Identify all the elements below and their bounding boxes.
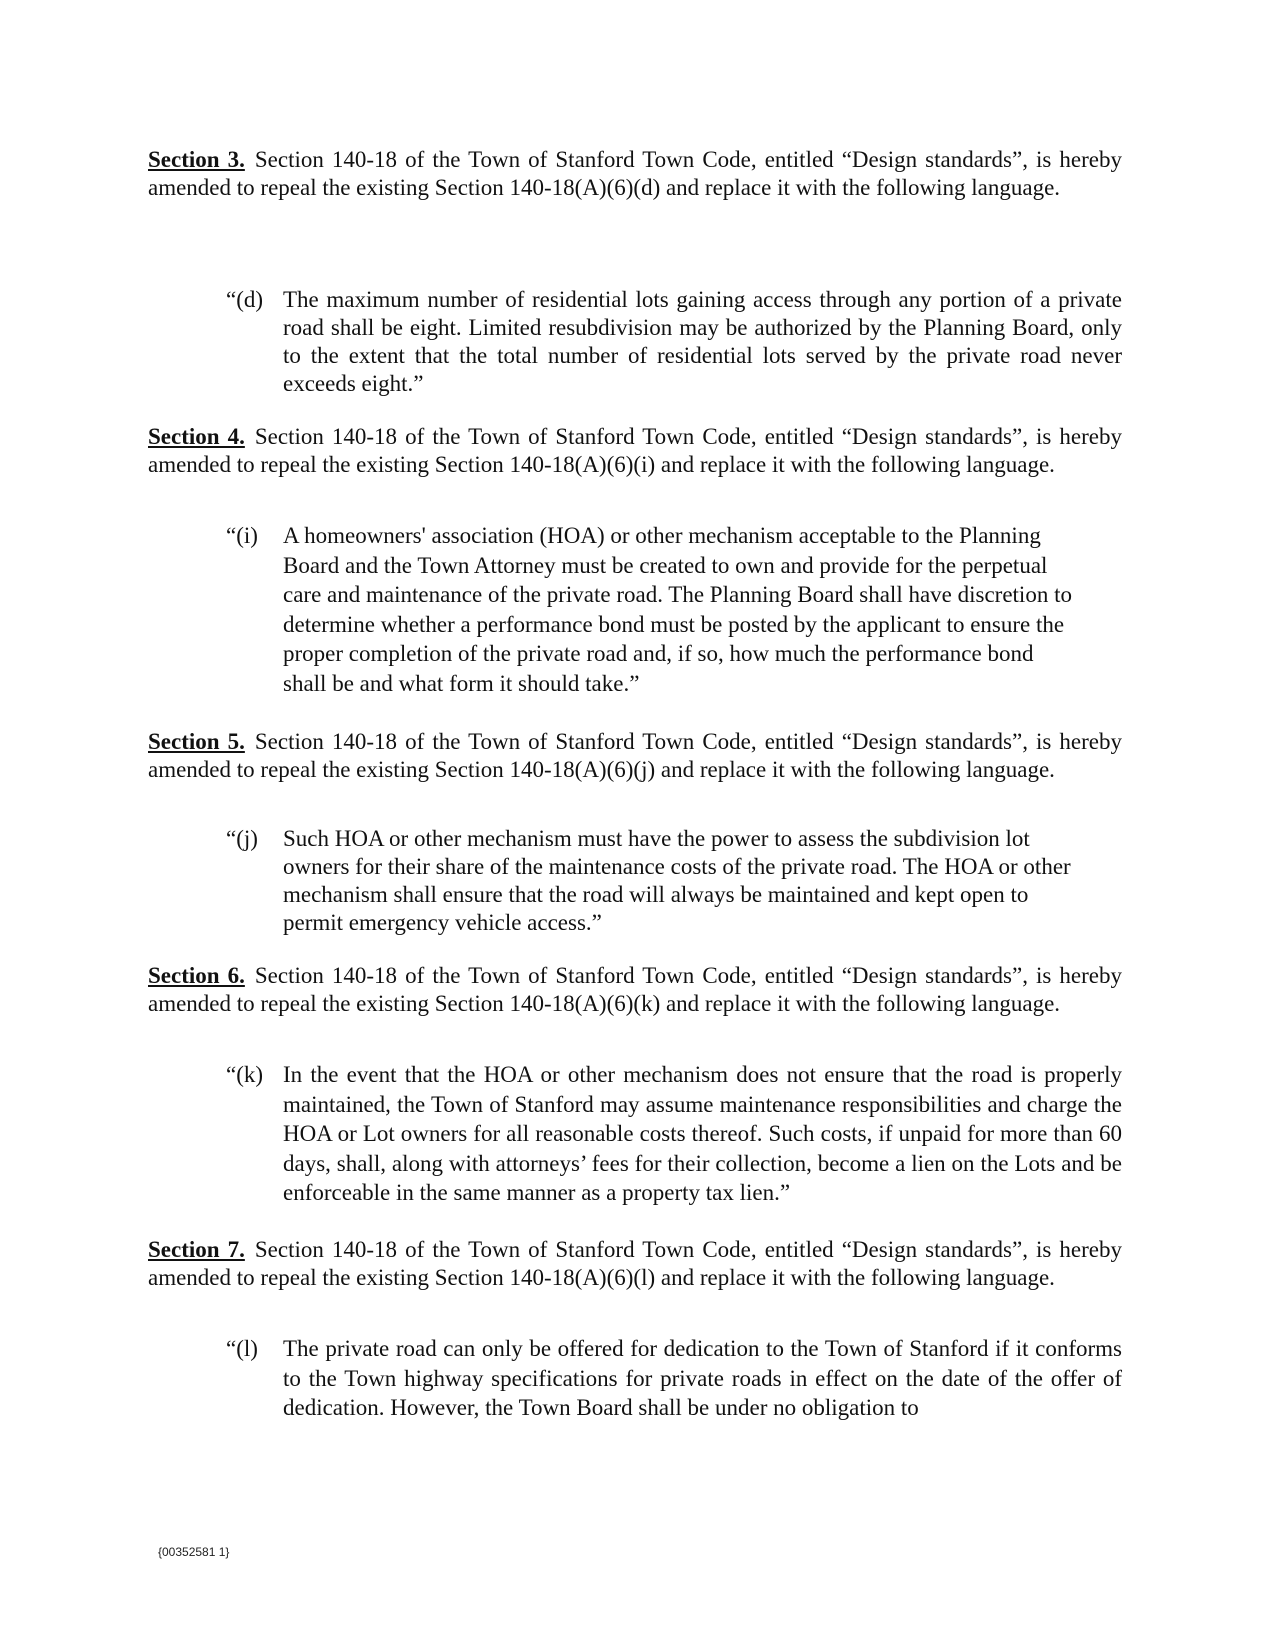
section-7-item-text: The private road can only be offered for dedication to the Town of Stanford if it conforms to the Town highway specifications for private roads in effect on the date of the offer of dedication. However, the Town Board shall be under no obligation to [283,1336,1122,1420]
section-5-item-text: Such HOA or other mechanism must have the power to assess the subdivision lot owners for their share of the maintenance costs of the private road. The HOA or other mechanism shall ensure that the road will always be maintained and kept open to permit emergency vehicle access.” [283,826,1071,935]
section-4-label: Section 4. [148,424,245,449]
section-7-item-label: “(l) [226,1336,258,1361]
section-5-item [226,825,1122,937]
section-6-label: Section 6. [148,963,245,988]
section-7-item [226,1334,1122,1423]
section-5-paragraph [148,728,1122,784]
section-4-body: Section 140-18 of the Town of Stanford Town Code, entitled “Design standards”, is hereby amended to repeal the existing Section 140-18(A)(6)(i) and replace it with the following language. [148,424,1122,477]
section-5-label: Section 5. [148,729,245,754]
section-7-label: Section 7. [148,1237,245,1262]
section-6-item-label: “(k) [226,1062,264,1087]
section-3-item-label: “(d) [226,287,264,312]
section-6-item-text: In the event that the HOA or other mechanism does not ensure that the road is properly maintained, the Town of Stanford may assume maintenance responsibilities and charge the HOA or Lot owners for all reasonable costs thereof. Such costs, if unpaid for more than 60 days, shall, along with attorneys’ fees for their collection, become a lien on the Lots and be enforceable in the same manner as a property tax lien.” [283,1062,1122,1205]
section-6-body: Section 140-18 of the Town of Stanford Town Code, entitled “Design standards”, is hereby amended to repeal the existing Section 140-18(A)(6)(k) and replace it with the following language. [148,963,1122,1016]
document-id-footer: {00352581 1} [158,1545,230,1559]
section-4-item-text: A homeowners' association (HOA) or other mechanism acceptable to the Planning Board and the Town Attorney must be created to own and provide for the perpetual care and maintenance of the private road. The Planning Board shall have discretion to determine whether a performance bond must be posted by the applicant to ensure the proper completion of the private road and, if so, how much the performance bond shall be and what form it should take.” [283,523,1072,696]
section-5-item-label: “(j) [226,826,258,851]
section-6-paragraph [148,962,1122,1018]
section-3-item-text: The maximum number of residential lots gaining access through any portion of a private road shall be eight. Limited resubdivision may be authorized by the Planning Board, only to the extent that the total number of residential lots served by the private road never exceeds eight.” [283,287,1122,396]
section-3-body: Section 140-18 of the Town of Stanford Town Code, entitled “Design standards”, is hereby amended to repeal the existing Section 140-18(A)(6)(d) and replace it with the following language. [148,147,1122,200]
section-4-paragraph [148,423,1122,479]
section-3-item [226,286,1122,398]
section-4-item [226,521,1122,698]
section-5-body: Section 140-18 of the Town of Stanford Town Code, entitled “Design standards”, is hereby amended to repeal the existing Section 140-18(A)(6)(j) and replace it with the following language. [148,729,1122,782]
section-7-body: Section 140-18 of the Town of Stanford Town Code, entitled “Design standards”, is hereby amended to repeal the existing Section 140-18(A)(6)(l) and replace it with the following language. [148,1237,1122,1290]
section-3-label: Section 3. [148,147,245,172]
section-6-item [226,1060,1122,1208]
section-7-paragraph [148,1236,1122,1292]
section-4-item-label: “(i) [226,523,258,548]
section-3-paragraph [148,146,1122,202]
